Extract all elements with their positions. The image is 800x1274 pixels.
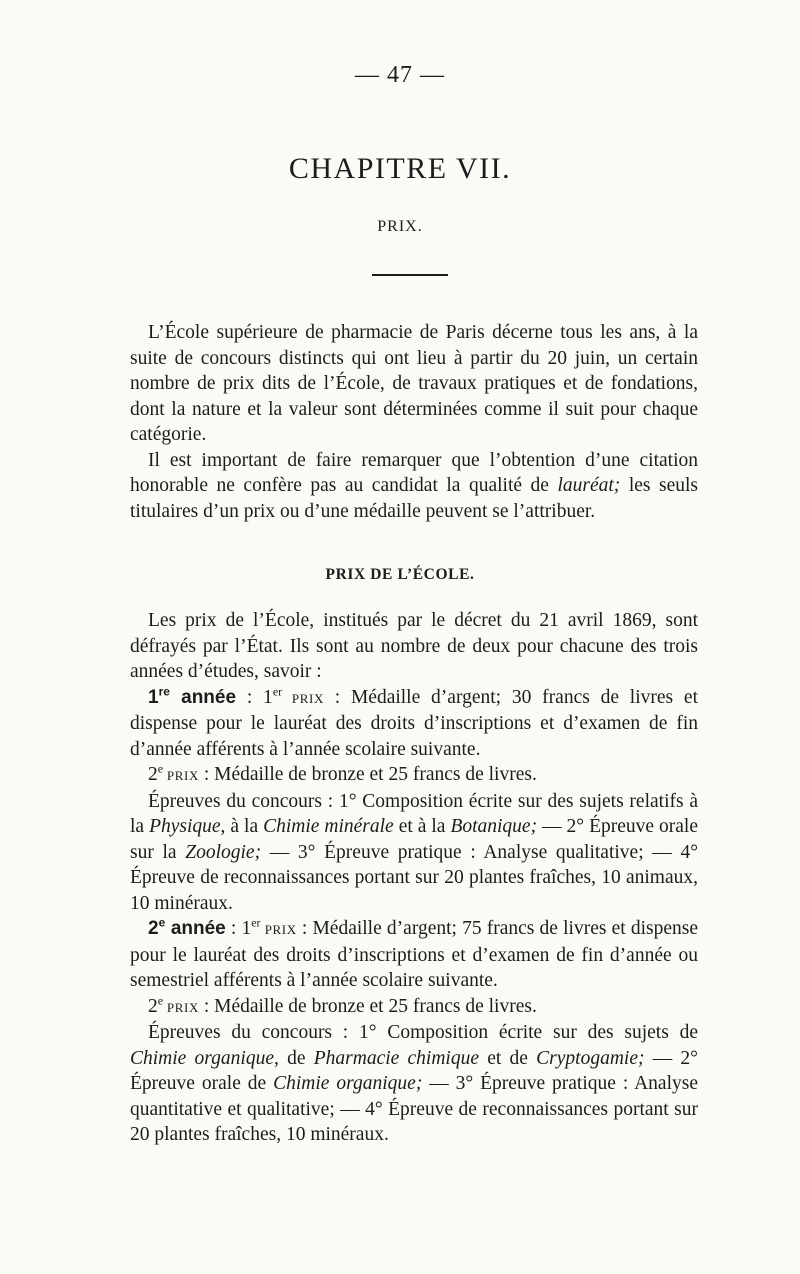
first-year-prize-text: : Médaille d’argent; 30 francs de livres et dispense pour le lauréat des droits d’inscriptions et d’examen de fin d’année afférents à l’année scolaire suivante. <box>130 686 698 760</box>
first-prize-label: PRIX <box>282 690 324 706</box>
chapter-title: CHAPITRE VII. <box>288 152 512 185</box>
first-prize-num: : 1 <box>236 686 273 708</box>
first-year-label: 1re année <box>148 684 237 708</box>
divider-rule <box>372 274 448 276</box>
second-year-second-prize: 2e PRIX : Médaille de bronze et 25 francs de livres. <box>148 993 537 1017</box>
second-year-prize <box>130 916 698 994</box>
section-text <box>130 608 698 1148</box>
page-number: — 47 — <box>355 62 445 88</box>
second-year-prize-num: : 1 <box>225 918 252 939</box>
second-year-label: 2e année <box>148 915 226 939</box>
intro-paragraph-2 <box>130 448 698 525</box>
second-year-prize-text: : Médaille d’argent; 75 francs de livres et dispense pour le lauréat des droits d’inscriptions et d’examen de fin d’année ou semestriel afférents à l’année scolaire suivante. <box>130 918 698 991</box>
chapter-subtitle: PRIX. <box>377 218 423 235</box>
intro-paragraph-1: L’École supérieure de pharmacie de Paris décerne tous les ans, à la suite de concours distincts qui ont lieu à partir du 20 juin, un certain nombre de prix dits de l’École, de travaux pratiques et de fondations, dont la nature et la valeur sont déterminées comme il suit pour chaque catégorie. <box>130 322 698 445</box>
intro-text <box>130 320 698 524</box>
intro-p2-text: Il est important de faire remarquer que l’obtention d’une citation honorable ne confère pas au candidat la qualité de <box>130 449 698 496</box>
first-year-second-prize: 2e PRIX : Médaille de bronze et 25 francs de livres. <box>148 761 537 785</box>
first-prize-sup: er <box>272 684 283 698</box>
section-paragraph-1: Les prix de l’École, institués par le décret du 21 avril 1869, sont défrayés par l’État. Ils sont au nombre de deux pour chacune des trois années d’études, savoir : <box>130 610 698 682</box>
second-year-prize-sup: er <box>251 915 261 930</box>
intro-p2-text-end: les seuls titulaires d’un prix ou d’une médaille peuvent se l’attribuer. <box>130 475 698 522</box>
first-year-exams: Épreuves du concours : 1° Composition écrite sur des sujets relatifs à la Physique, à la Chimie minérale et à la Botanique; — 2° Épreuve orale sur la Zoologie; — 3° Épreuve pratique : Analyse qualitative; — 4° Épreuve de reconnaissances portant sur 20 plantes fraîches, 10 animaux, 10 minéraux. <box>130 790 699 914</box>
intro-p2-italic: lauréat; <box>557 475 621 496</box>
second-year-prize-label: PRIX <box>260 922 297 937</box>
section-heading: PRIX DE L’ÉCOLE. <box>325 566 475 583</box>
second-year-exams: Épreuves du concours : 1° Composition écrite sur des sujets de Chimie organique, de Pharmacie chimique et de Cryptogamie; — 2° Épreuve orale de Chimie organique; — 3° Épreuve pratique : Analyse quantitative et qualitative; — 4° Épreuve de reconnaissances portant sur 20 plantes fraîches, 10 minéraux. <box>130 1022 698 1145</box>
first-year-prize <box>130 685 698 763</box>
